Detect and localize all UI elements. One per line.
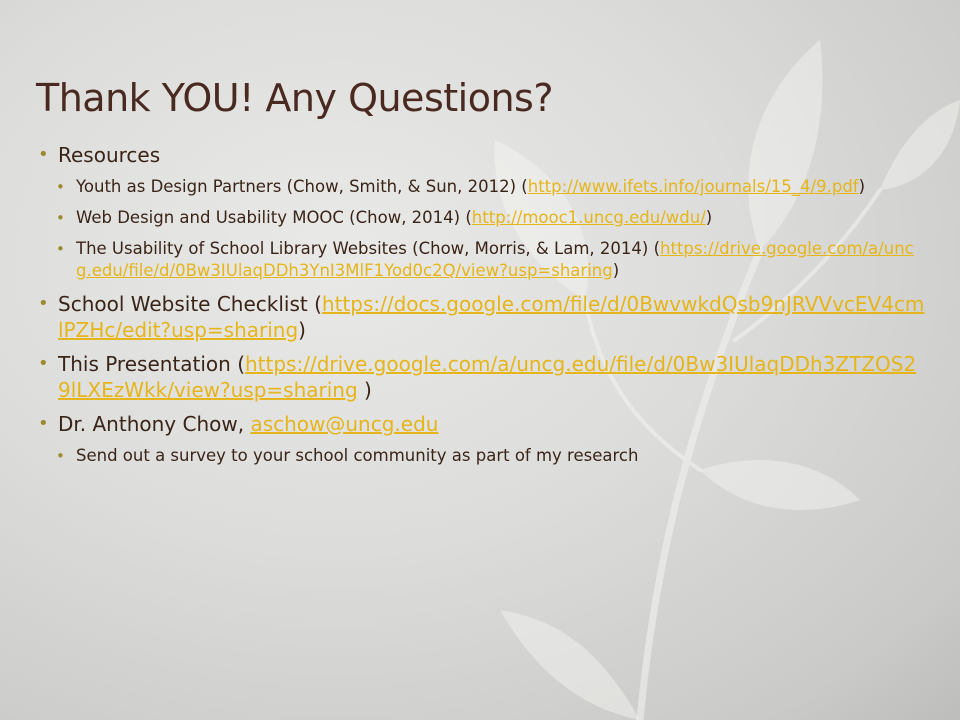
list-item-resources <box>38 142 928 168</box>
bullet-list <box>38 142 928 476</box>
list-item-text: Dr. Anthony Chow, <box>58 412 251 436</box>
list-item-survey <box>56 445 928 467</box>
list-item-text: ) <box>705 208 713 227</box>
presentation-link[interactable]: https://drive.google.com/a/uncg.edu/file/d/0Bw3IUlaqDDh3ZTZOS29lLXEzWkk/view?usp=sharing <box>58 352 917 402</box>
mooc-link[interactable]: http://mooc1.uncg.edu/wdu/ <box>471 208 706 227</box>
list-item-usability-study <box>56 238 928 282</box>
bullet-dot-icon: • <box>38 353 49 374</box>
slide-title: Thank YOU! Any Questions? <box>36 76 553 120</box>
bullet-dot-icon: • <box>38 144 49 165</box>
list-item-presentation <box>38 351 928 403</box>
bullet-dot-icon: • <box>56 447 65 465</box>
list-item-text: This Presentation ( <box>58 352 245 376</box>
list-item-mooc <box>56 207 928 229</box>
list-item-text: ) <box>612 261 620 280</box>
email-link[interactable]: aschow@uncg.edu <box>250 412 439 436</box>
youth-design-link[interactable]: http://www.ifets.info/journals/15_4/9.pdf <box>527 177 859 196</box>
bullet-dot-icon: • <box>38 413 49 434</box>
list-item-youth-design <box>56 176 928 198</box>
list-item-contact <box>38 411 928 437</box>
bullet-dot-icon: • <box>56 209 65 227</box>
list-item-text: ) <box>357 378 372 402</box>
checklist-link[interactable]: https://docs.google.com/file/d/0BwvwkdQsb9nJRVVvcEV4cmlPZHc/edit?usp=sharing <box>58 292 925 342</box>
bullet-dot-icon: • <box>56 178 65 196</box>
list-item-text: Youth as Design Partners (Chow, Smith, & Sun, 2012) ( <box>76 177 528 196</box>
list-item-text: Send out a survey to your school community as part of my research <box>76 446 639 465</box>
list-item-text: ) <box>298 318 306 342</box>
list-item-checklist <box>38 291 928 343</box>
list-item-text: The Usability of School Library Websites (Chow, Morris, & Lam, 2014) ( <box>76 239 661 258</box>
list-item-text: Web Design and Usability MOOC (Chow, 2014) ( <box>76 208 472 227</box>
list-item-text: School Website Checklist ( <box>58 292 322 316</box>
list-item-text: ) <box>858 177 866 196</box>
bullet-dot-icon: • <box>56 240 65 258</box>
usability-study-link[interactable]: https://drive.google.com/a/uncg.edu/file/d/0Bw3IUlaqDDh3YnI3MlF1Yod0c2Q/view?usp=sharing <box>76 239 914 280</box>
bullet-dot-icon: • <box>38 293 49 314</box>
list-item-text: Resources <box>58 143 161 167</box>
